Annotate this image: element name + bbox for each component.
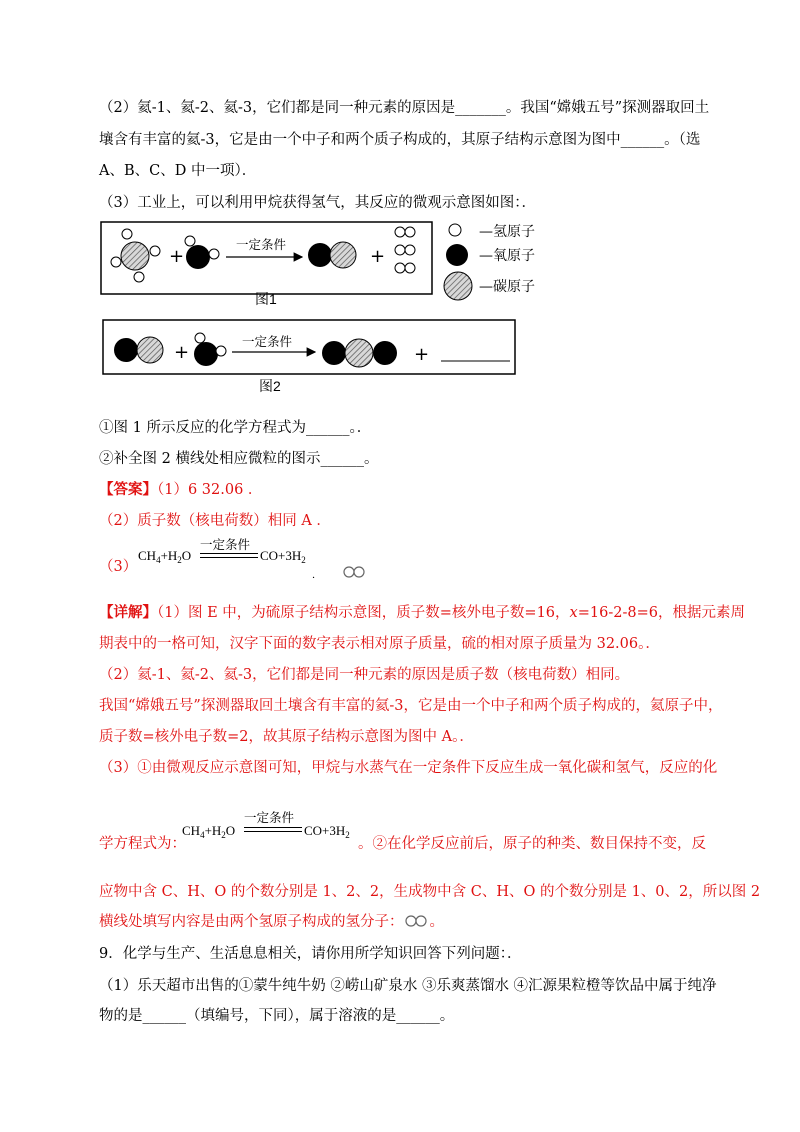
detail-equation-right: $CO+3H_2$ (304, 823, 350, 840)
answer-1: （1）6 32.06 ． (157, 482, 263, 498)
figure-2-condition: 一定条件 (242, 334, 293, 349)
legend-carbon-label: —碳原子 (479, 279, 535, 295)
legend-oxygen-label: —氧原子 (479, 248, 535, 264)
figure-1-caption: 图1 (255, 291, 277, 307)
answer-equation-right: $CO+3H_2$ (260, 548, 306, 565)
answer-equation-left: $CH_4+H_2O$ (138, 548, 192, 565)
figure-1-condition: 一定条件 (236, 237, 287, 252)
detail-equation-condition: 一定条件 (244, 810, 295, 825)
detail-line-4: 我国“嫦娥五号”探测器取回土壤含有丰富的氦-3，它是由一个中子和两个质子构成的，氦原子中， (99, 698, 723, 714)
variable-x: x (569, 605, 578, 621)
q9-line-3: 物的是______（填编号，下同），属于溶液的是______。 (99, 1008, 455, 1024)
detail-line-6: （3）①由微观反应示意图可知，甲烷与水蒸气在一定条件下反应生成一氧化碳和氢气，反应的化 (99, 760, 718, 776)
svg-text:+: + (169, 246, 185, 267)
h2-molecule-icon (404, 914, 430, 928)
detail-line-7a: 学方程式为： (99, 836, 186, 852)
detail-equation-left: $CH_4+H_2O$ (182, 823, 236, 840)
detail-line-7b: 。②在化学反应前后，原子的种类、数目保持不变，反 (358, 836, 706, 852)
detail-line-5: 质子数=核外电子数=2，故其原子结构示意图为图中 A。． (99, 729, 474, 745)
answer-3-prefix: （3） (99, 559, 138, 575)
q9-line-1: 9．化学与生产、生活息息相关，请你用所学知识回答下列问题：． (99, 946, 522, 962)
detail-equation-bar (244, 827, 302, 832)
svg-text:+: + (414, 344, 430, 365)
detail-line-8: 应物中含 C、H、O 的个数分别是 1、2、2，生成物中含 C、H、O 的个数分别是 1、0、2，所以图 2 (99, 884, 761, 900)
svg-text:+: + (174, 342, 190, 363)
q3-line: （3）工业上，可以利用甲烷获得氢气，其反应的微观示意图如图：． (99, 195, 536, 211)
q2-line-3: A、B、C、D 中一项）． (99, 163, 257, 179)
answer-3-dot: ． (312, 570, 322, 581)
answer-2: （2）质子数（核电荷数）相同 A ． (99, 513, 331, 529)
svg-text:+: + (370, 246, 386, 267)
detail-line-2: 期表中的一格可知，汉字下面的数字表示相对原子质量，硫的相对原子质量为 32.06。． (99, 636, 660, 652)
detail-line-1: 【详解】（1）图 E 中，为硫原子结构示意图，质子数=核外电子数=16，x=16-2-8=6，根据元素周 (99, 604, 745, 621)
q2-line-1: （2）氦-1、氦-2、氦-3，它们都是同一种元素的原因是_______。我国“嫦娥五号”探测器取回土 (99, 100, 710, 116)
detail-label: 【详解】 (99, 604, 157, 621)
answer-label: 【答案】 (99, 481, 157, 498)
detail-line-3: （2）氦-1、氦-2、氦-3，它们都是同一种元素的原因是质子数（核电荷数）相同。 (99, 667, 630, 683)
sub-question-2: ②补全图 2 横线处相应微粒的图示______。 (99, 451, 379, 467)
legend-hydrogen-label: —氢原子 (479, 224, 535, 240)
figure-2-caption: 图2 (259, 378, 281, 394)
answer-equation-condition: 一定条件 (200, 537, 251, 552)
q9-line-2: （1）乐天超市出售的①蒙牛纯牛奶 ②崂山矿泉水 ③乐爽蒸馏水 ④汇源果粒橙等饮品中属于纯净 (99, 978, 717, 994)
detail-line-9: 横线处填写内容是由两个氢原子构成的氢分子： 。 (99, 914, 444, 930)
sub-question-1: ①图 1 所示反应的化学方程式为______。． (99, 420, 372, 436)
q2-line-2: 壤含有丰富的氦-3，它是由一个中子和两个质子构成的，其原子结构示意图为图中______。（选 (99, 132, 701, 148)
